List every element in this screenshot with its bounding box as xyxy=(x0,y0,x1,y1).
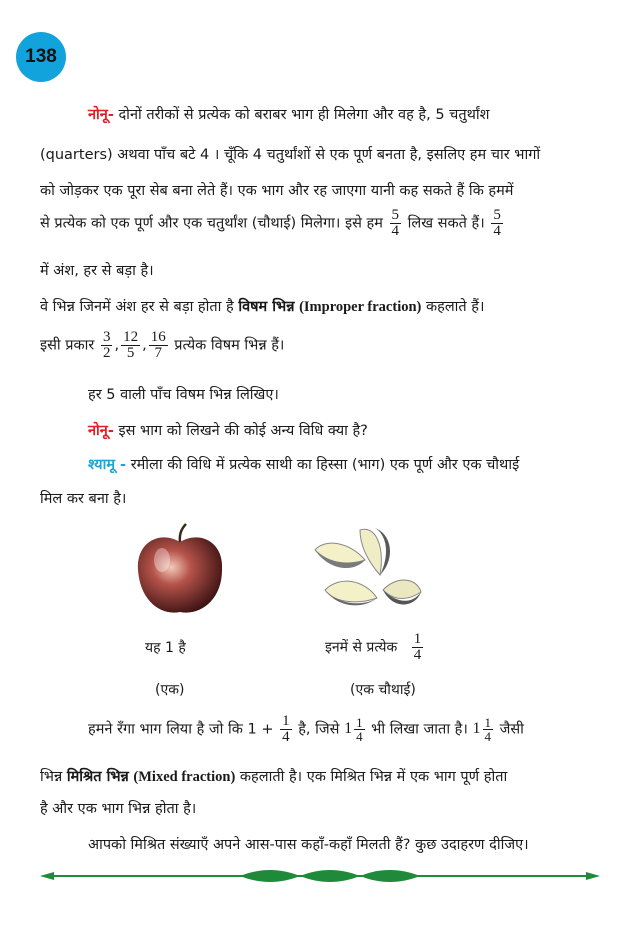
numerator: 1 xyxy=(282,713,290,729)
slices-subcaption: (एक चौथाई) xyxy=(350,682,416,698)
dialog-shyamu-line2: मिल कर बना है। xyxy=(40,491,127,507)
slices-caption-row xyxy=(325,632,425,663)
whole-apple-image xyxy=(130,520,230,620)
text: इस भाग को लिखने की कोई अन्य विधि क्या है? xyxy=(118,423,368,439)
text: हमने रँगा भाग लिया है जो कि 1 + xyxy=(88,721,274,738)
text: प्रत्येक विषम भिन्न हैं। xyxy=(174,337,285,354)
text: रमीला की विधि में प्रत्येक साथी का हिस्सा (भाग) एक पूर्ण और एक चौथाई xyxy=(130,457,520,473)
slices-caption: इनमें से प्रत्येक xyxy=(325,639,398,656)
text: कहलाती है। एक मिश्रित भिन्न में एक भाग पूर्ण होता xyxy=(239,769,508,785)
para1-line2: (quarters) अथवा पाँच बटे 4 । चूँकि 4 चतुर्थांशों से एक पूर्ण बनता है, इसलिए हम चार भागों xyxy=(40,147,541,163)
fraction-16-7 xyxy=(149,330,168,361)
para1-line3: को जोड़कर एक पूरा सेब बना लेते हैं। एक भाग और रह जाएगा यानी कह सकते हैं कि हममें xyxy=(40,183,514,199)
text: से प्रत्येक को एक पूर्ण और एक चतुर्थांश (चौथाई) मिलेगा। इसे हम xyxy=(40,215,383,232)
para1-line4 xyxy=(40,208,505,239)
whole-part: 1 xyxy=(472,720,481,738)
fraction-1-4 xyxy=(280,714,292,745)
text: भी लिखा जाता है। xyxy=(371,721,468,738)
speaker-shyamu: श्यामू - xyxy=(88,457,127,473)
denominator: 4 xyxy=(282,729,290,745)
page-number-badge: 138 xyxy=(16,32,66,82)
apple-caption: यह 1 है xyxy=(145,640,186,656)
mixed-line3: है और एक भाग भिन्न होता है। xyxy=(40,801,197,817)
numerator: 1 xyxy=(484,715,491,730)
mixed-number-1-1-4 xyxy=(344,715,367,744)
fraction-1-4-caption xyxy=(412,632,424,663)
speaker-nonu: नोनू- xyxy=(88,107,114,123)
text: भिन्न xyxy=(40,769,63,785)
apple-slices-image xyxy=(305,520,425,620)
text: दोनों तरीकों से प्रत्येक को बराबर भाग ही मिलेगा और वह है, 5 चतुर्थांश xyxy=(118,107,490,123)
text: इसी प्रकार xyxy=(40,337,95,354)
mixed-question: आपको मिश्रित संख्याएँ अपने आस-पास कहाँ-कहाँ मिलती हैं? कुछ उदाहरण दीजिए। xyxy=(88,837,529,853)
denominator: 7 xyxy=(154,345,162,361)
numerator: 1 xyxy=(356,715,363,730)
para1-line1 xyxy=(88,104,490,124)
apple-subcaption: (एक) xyxy=(155,682,185,698)
denominator: 4 xyxy=(413,647,422,663)
mixed-line1 xyxy=(88,714,524,745)
denominator: 4 xyxy=(356,729,363,744)
numerator: 5 xyxy=(493,207,501,223)
mixed-number-1-1-4-repeat xyxy=(472,715,496,744)
numerator: 3 xyxy=(102,329,111,345)
decorative-divider xyxy=(40,866,600,886)
fraction-5-4-repeat xyxy=(491,208,503,239)
whole-part: 1 xyxy=(344,720,353,738)
text: जैसी xyxy=(499,721,524,738)
numerator: 1 xyxy=(413,631,422,647)
term-mixed-hindi: मिश्रित भिन्न xyxy=(66,769,129,785)
term-mixed-english: (Mixed fraction) xyxy=(133,769,236,785)
speaker-nonu: नोनू- xyxy=(88,423,114,439)
improper-task: हर 5 वाली पाँच विषम भिन्न लिखिए। xyxy=(88,387,279,403)
numerator: 5 xyxy=(391,207,400,223)
numerator: 12 xyxy=(123,329,139,345)
denominator: 4 xyxy=(391,223,400,239)
improper-examples: इसी प्रकार $\frac{3}{2}$ , $\frac{12}{5}$ , $\frac{16}{7}$ प्रत्येक विषम भिन्न हैं। xyxy=(40,329,285,361)
text: वे भिन्न जिनमें अंश हर से बड़ा होता है xyxy=(40,299,234,315)
fraction-3-2 xyxy=(101,330,113,361)
denominator: 2 xyxy=(102,345,111,361)
denominator: 5 xyxy=(126,345,135,361)
para1-line5: में अंश, हर से बड़ा है। xyxy=(40,263,154,279)
denominator: 4 xyxy=(493,223,501,239)
fraction-part xyxy=(483,716,494,743)
fraction-part xyxy=(354,716,365,743)
improper-definition xyxy=(40,296,484,316)
numerator: 16 xyxy=(150,329,166,345)
text: है, जिसे xyxy=(298,721,340,738)
term-improper-hindi: विषम भिन्न xyxy=(238,299,295,315)
fraction-5-4 xyxy=(390,208,402,239)
fraction-12-5 xyxy=(121,330,140,361)
text: लिख सकते हैं। xyxy=(407,215,485,232)
mixed-line2 xyxy=(40,766,507,786)
denominator: 4 xyxy=(484,729,491,744)
term-improper-english: (Improper fraction) xyxy=(299,299,422,315)
text: कहलाते हैं। xyxy=(425,299,485,315)
dialog-nonu xyxy=(88,420,368,440)
dialog-shyamu-line1 xyxy=(88,454,519,474)
